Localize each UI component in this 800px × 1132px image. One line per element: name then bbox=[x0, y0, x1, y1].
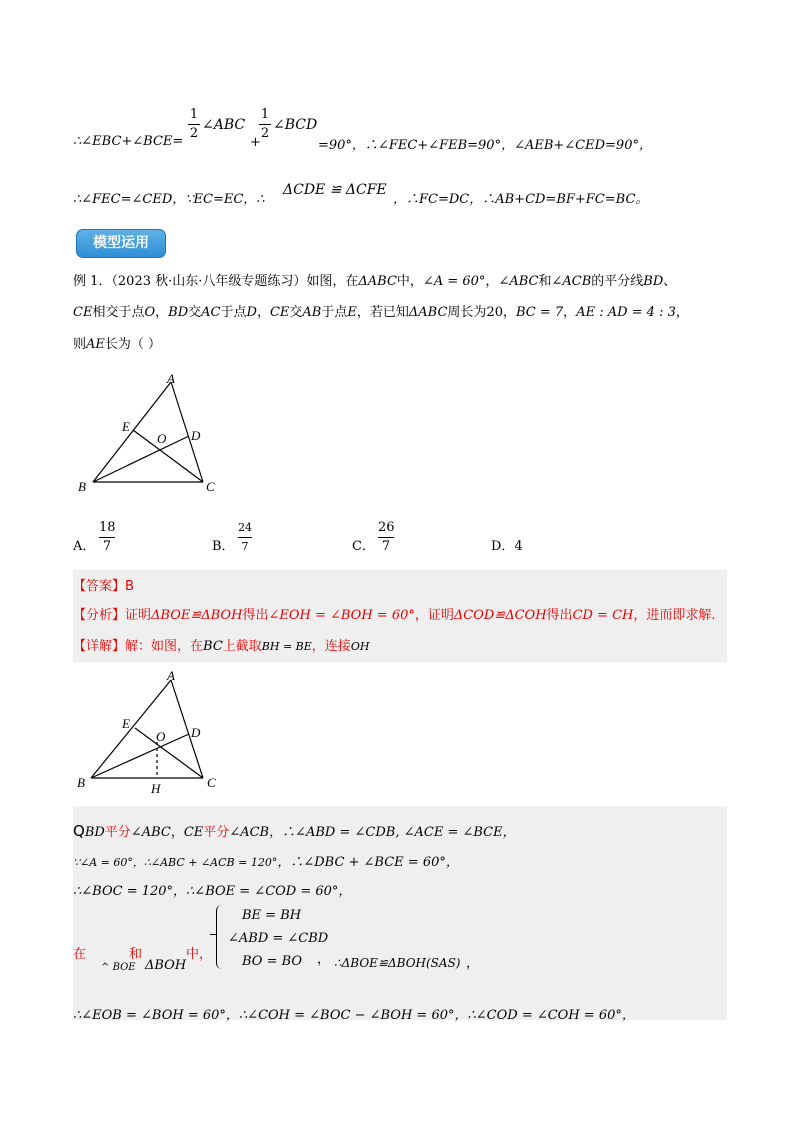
triangle-abc: ΔABC bbox=[408, 305, 448, 320]
fraction-numerator: 1 bbox=[260, 107, 270, 122]
text: 的平分线 bbox=[591, 274, 644, 289]
system-brace-tip bbox=[210, 934, 216, 935]
label-c: C bbox=[206, 479, 215, 494]
detail-line bbox=[73, 635, 369, 654]
fraction-denominator: 7 bbox=[102, 539, 112, 554]
example-line-3 bbox=[73, 333, 161, 352]
text: ， bbox=[256, 305, 270, 320]
segment-bd: BD bbox=[643, 274, 664, 289]
top-line1-angle-abc: ∠ABC bbox=[202, 117, 246, 133]
analysis-line bbox=[73, 604, 716, 623]
example-line-2 bbox=[73, 301, 689, 320]
segment-ce: CE bbox=[269, 305, 290, 320]
triangle-figure-1 bbox=[73, 370, 233, 500]
proof-row-2 bbox=[73, 851, 459, 870]
bh-eq-be: BH = BE bbox=[261, 640, 312, 653]
text: 和 bbox=[538, 274, 552, 289]
label-a: A bbox=[167, 668, 175, 683]
text: 交 bbox=[188, 305, 202, 320]
system-eq-3: BO = BO bbox=[242, 954, 303, 969]
option-d-label: D． bbox=[491, 539, 515, 554]
option-c-label[interactable]: C． bbox=[352, 539, 375, 554]
text: 中， bbox=[396, 274, 423, 289]
text: 交 bbox=[289, 305, 303, 320]
fraction-denominator: 7 bbox=[381, 539, 391, 554]
segment-bc: BC bbox=[203, 639, 223, 654]
text: 得出 bbox=[546, 608, 573, 623]
text: ，证明 bbox=[414, 608, 454, 623]
fraction-half-2 bbox=[259, 108, 271, 141]
label-a: A bbox=[167, 371, 175, 386]
answer-line bbox=[73, 575, 134, 594]
detail-tag: 【详解】 bbox=[73, 639, 126, 654]
analysis-tag: 【分析】 bbox=[73, 608, 126, 623]
top-line1-prefix: ∴∠EBC+∠BCE= bbox=[73, 134, 184, 149]
text: 证明 bbox=[125, 608, 152, 623]
fraction-numerator: 1 bbox=[189, 107, 199, 122]
label-d: D bbox=[191, 725, 201, 740]
label-b: B bbox=[77, 775, 85, 790]
text: 上截取 bbox=[222, 639, 262, 654]
section-badge: 模型运用 bbox=[76, 229, 166, 258]
ratio-ae-ad: AE : AD = 4 : 3 bbox=[576, 305, 676, 320]
fraction-numerator: 24 bbox=[238, 521, 252, 534]
fraction-denominator: 7 bbox=[241, 540, 249, 553]
point-d: D bbox=[246, 305, 257, 320]
option-c-fraction bbox=[378, 521, 394, 554]
perimeter-value: 20 bbox=[486, 305, 503, 320]
text: 平分 bbox=[203, 825, 230, 840]
text: ， bbox=[485, 274, 499, 289]
fraction-denominator: 2 bbox=[189, 126, 199, 141]
fraction-numerator: 18 bbox=[99, 520, 116, 535]
option-b-label[interactable]: B． bbox=[212, 539, 235, 554]
label-d: D bbox=[191, 428, 201, 443]
top-line1-angle-bcd: ∠BCD bbox=[273, 117, 318, 133]
text: ，进而即求解. bbox=[633, 608, 716, 623]
segment-ce: CE bbox=[183, 825, 204, 840]
triangle-boe-label: BOE bbox=[112, 962, 136, 973]
bc-value: BC = 7 bbox=[516, 305, 564, 320]
angle-abc: ∠ABC bbox=[498, 274, 539, 289]
label-h: H bbox=[151, 781, 161, 796]
angle-acb: ∠ACB bbox=[229, 825, 270, 840]
example-intro: 例 1．（2023 秋·山东·八年级专题练习）如图，在 bbox=[73, 274, 359, 289]
text: ， bbox=[502, 305, 516, 320]
top-line2-suffix: ，∴FC=DC，∴AB+CD=BF+FC=BC。 bbox=[393, 192, 649, 207]
triangle-figure-2 bbox=[73, 664, 223, 804]
text: 解：如图，在 bbox=[125, 639, 204, 654]
text: 长为（ ） bbox=[104, 337, 162, 352]
text: 平分 bbox=[104, 825, 131, 840]
text: 则 bbox=[73, 337, 87, 352]
text: 于点 bbox=[220, 305, 247, 320]
congruence-boe-boh: ΔBOE≌ΔBOH bbox=[151, 608, 243, 623]
fraction-denominator: 2 bbox=[260, 126, 270, 141]
segment-bd: BD bbox=[168, 305, 189, 320]
label-o: O bbox=[156, 729, 166, 744]
proof-comma-2: ， bbox=[466, 956, 480, 971]
text: 得出 bbox=[242, 608, 269, 623]
text: 在 bbox=[73, 947, 87, 962]
text: ， bbox=[675, 305, 689, 320]
cd-eq-ch: CD = CH bbox=[572, 608, 634, 623]
segment-oh: OH bbox=[350, 640, 370, 653]
system-brace bbox=[216, 905, 225, 969]
angle-acb: ∠ACB bbox=[551, 274, 592, 289]
option-a-fraction bbox=[99, 521, 115, 554]
text: ，连接 bbox=[311, 639, 351, 654]
option-d-value: 4 bbox=[514, 539, 523, 554]
text: ，∴∠ABD = ∠CDB, ∠ACE = ∠BCE， bbox=[269, 825, 516, 840]
point-o: O bbox=[144, 305, 156, 320]
option-d[interactable] bbox=[491, 535, 523, 554]
system-eq-2: ∠ABD = ∠CBD bbox=[228, 931, 329, 946]
segment-ac: AC bbox=[201, 305, 221, 320]
option-a-label[interactable]: A． bbox=[73, 539, 96, 554]
sum-120: ，∴∠ABC + ∠ACB = 120° bbox=[132, 856, 278, 869]
answer-tag: 【答案】 bbox=[73, 579, 126, 594]
text: 周长为 bbox=[447, 305, 487, 320]
text: 、 bbox=[663, 274, 677, 289]
proof-in: 中， bbox=[186, 947, 213, 962]
label-e: E bbox=[122, 419, 130, 434]
top-line1-suffix: =90°，∴∠FEC+∠FEB=90°，∠AEB+∠CED=90°， bbox=[318, 138, 652, 153]
segment-bd: BD bbox=[84, 825, 105, 840]
label-b: B bbox=[78, 479, 86, 494]
angle-a-60: ∠A = 60° bbox=[422, 274, 486, 289]
congruence-cod-coh: ΔCOD≌ΔCOH bbox=[453, 608, 547, 623]
proof-triangle-boe bbox=[101, 962, 136, 973]
proof-row-4 bbox=[73, 943, 86, 962]
fraction-numerator: 26 bbox=[378, 520, 395, 535]
text: 相交于点 bbox=[92, 305, 145, 320]
text: ， bbox=[155, 305, 169, 320]
text: ，若已知 bbox=[356, 305, 409, 320]
angle-abc: ∠ABC bbox=[130, 825, 171, 840]
proof-row-1 bbox=[73, 821, 516, 840]
point-e: E bbox=[347, 305, 357, 320]
triangle-symbol: ^ bbox=[101, 962, 110, 973]
segment-ab: AB bbox=[302, 305, 322, 320]
label-c: C bbox=[207, 775, 216, 790]
proof-and: 和 bbox=[129, 947, 143, 962]
proof-comma: ， bbox=[317, 952, 331, 967]
fraction-half-1 bbox=[188, 108, 200, 141]
answer-value: B bbox=[125, 579, 134, 594]
sum-60: ，∴∠DBC + ∠BCE = 60°， bbox=[277, 855, 459, 870]
text: ， bbox=[563, 305, 577, 320]
segment-ce: CE bbox=[73, 305, 93, 320]
top-line2-congruence: ΔCDE ≌ ΔCFE bbox=[283, 182, 387, 198]
angle-a-60: ∵∠A = 60° bbox=[73, 856, 133, 869]
proof-conclusion-sas: ∴ΔBOE≌ΔBOH(SAS) bbox=[334, 956, 461, 970]
segment-ae: AE bbox=[86, 337, 105, 352]
text: 于点 bbox=[321, 305, 348, 320]
triangle-abc: ΔABC bbox=[358, 274, 397, 289]
example-line-1 bbox=[73, 270, 676, 289]
top-line2-prefix: ∴∠FEC=∠CED，∵EC=EC，∴ bbox=[73, 192, 265, 207]
label-e: E bbox=[122, 716, 130, 731]
option-b-fraction bbox=[238, 521, 252, 554]
therefore-symbol: Q bbox=[73, 822, 85, 840]
system-eq-1: BE = BH bbox=[242, 908, 302, 923]
proof-row-3: ∴∠BOC = 120°，∴∠BOE = ∠COD = 60°， bbox=[73, 884, 352, 899]
label-o: O bbox=[157, 431, 167, 446]
top-line1-plus: + bbox=[250, 135, 261, 150]
angle-eoh: ∠EOH = ∠BOH = 60° bbox=[268, 608, 415, 623]
proof-row-5: ∴∠EOB = ∠BOH = 60°，∴∠COH = ∠BOC − ∠BOH = 60°，∴∠COD = ∠COH = 60°， bbox=[73, 1008, 635, 1023]
text: ， bbox=[170, 825, 184, 840]
proof-triangle-boh: ΔBOH bbox=[145, 958, 187, 973]
